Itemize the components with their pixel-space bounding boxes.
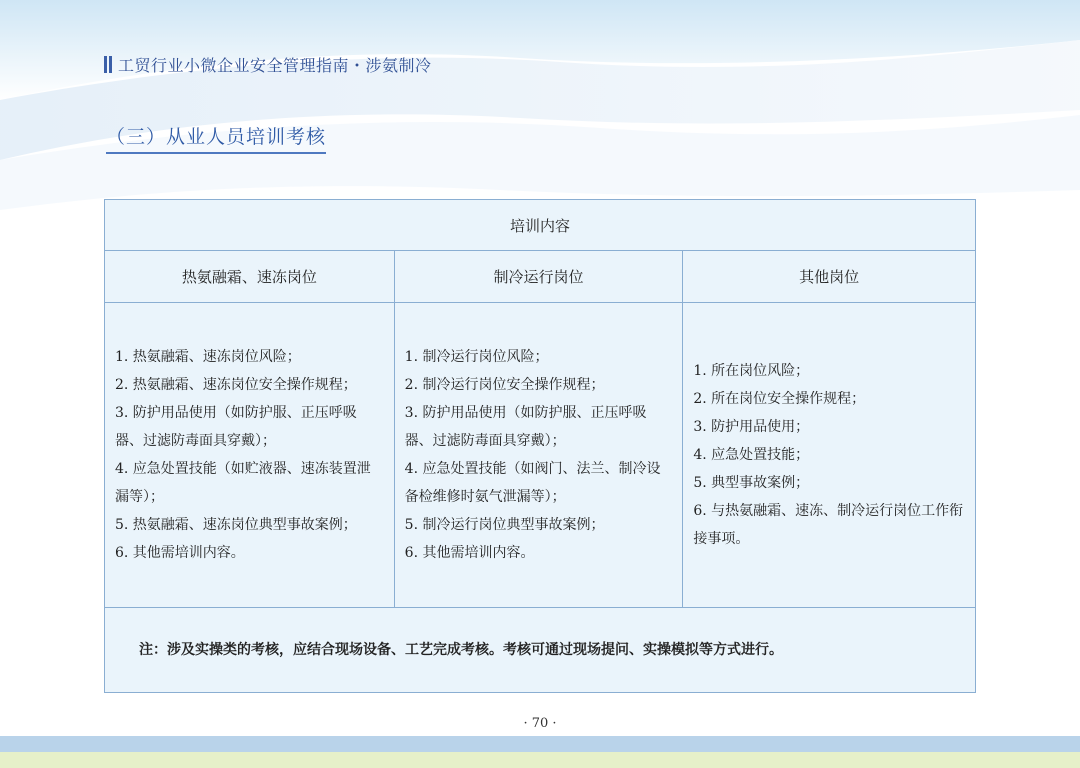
list-item: 6. 其他需培训内容。 (404, 545, 535, 561)
list-item: 2. 制冷运行岗位安全操作规程； (404, 377, 605, 393)
list-item: 5. 制冷运行岗位典型事故案例； (404, 517, 605, 533)
list-item: 6. 与热氨融霜、速冻、制冷运行岗位工作衔接事项。 (693, 503, 964, 547)
table-note: 注：涉及实操类的考核，应结合现场设备、工艺完成考核。考核可通过现场提问、实操模拟等方式进行。 (105, 608, 976, 693)
list-item: 6. 其他需培训内容。 (115, 545, 245, 561)
header-bar-mark (104, 56, 112, 73)
list-item: 2. 所在岗位安全操作规程； (693, 391, 866, 407)
list-item: 1. 制冷运行岗位风险； (404, 349, 549, 365)
page-number: · 70 · (523, 716, 557, 731)
list-item: 3. 防护用品使用（如防护服、正压呼吸器、过滤防毒面具穿戴）； (115, 405, 357, 449)
training-table (104, 199, 976, 693)
list-item: 1. 所在岗位风险； (693, 363, 810, 379)
column-content (394, 303, 683, 608)
section-title: （三）从业人员培训考核 (106, 122, 326, 154)
list-item: 3. 防护用品使用（如防护服、正压呼吸器、过滤防毒面具穿戴）； (404, 405, 647, 449)
list-item: 4. 应急处置技能（如阀门、法兰、制冷设备检维修时氨气泄漏等）； (404, 461, 661, 505)
column-header: 制冷运行岗位 (394, 251, 683, 303)
list-item: 5. 典型事故案例； (693, 475, 810, 491)
column-content (683, 303, 976, 608)
table-caption-row (105, 200, 976, 251)
table-caption: 培训内容 (105, 200, 976, 251)
list-item: 4. 应急处置技能（如贮液器、速冻装置泄漏等）； (115, 461, 371, 505)
column-header: 热氨融霜、速冻岗位 (105, 251, 395, 303)
column-header: 其他岗位 (683, 251, 976, 303)
column-content (105, 303, 395, 608)
list-item: 5. 热氨融霜、速冻岗位典型事故案例； (115, 517, 357, 533)
table-content-row (105, 303, 976, 608)
list-item: 4. 应急处置技能； (693, 447, 810, 463)
header-title: 工贸行业小微企业安全管理指南・涉氨制冷 (118, 56, 432, 75)
list-item: 1. 热氨融霜、速冻岗位风险； (115, 349, 301, 365)
running-header (104, 53, 432, 76)
table-header-row (105, 251, 976, 303)
table-note-row (105, 608, 976, 693)
list-item: 2. 热氨融霜、速冻岗位安全操作规程； (115, 377, 357, 393)
list-item: 3. 防护用品使用； (693, 419, 810, 435)
footer-band-accent (0, 752, 1080, 768)
